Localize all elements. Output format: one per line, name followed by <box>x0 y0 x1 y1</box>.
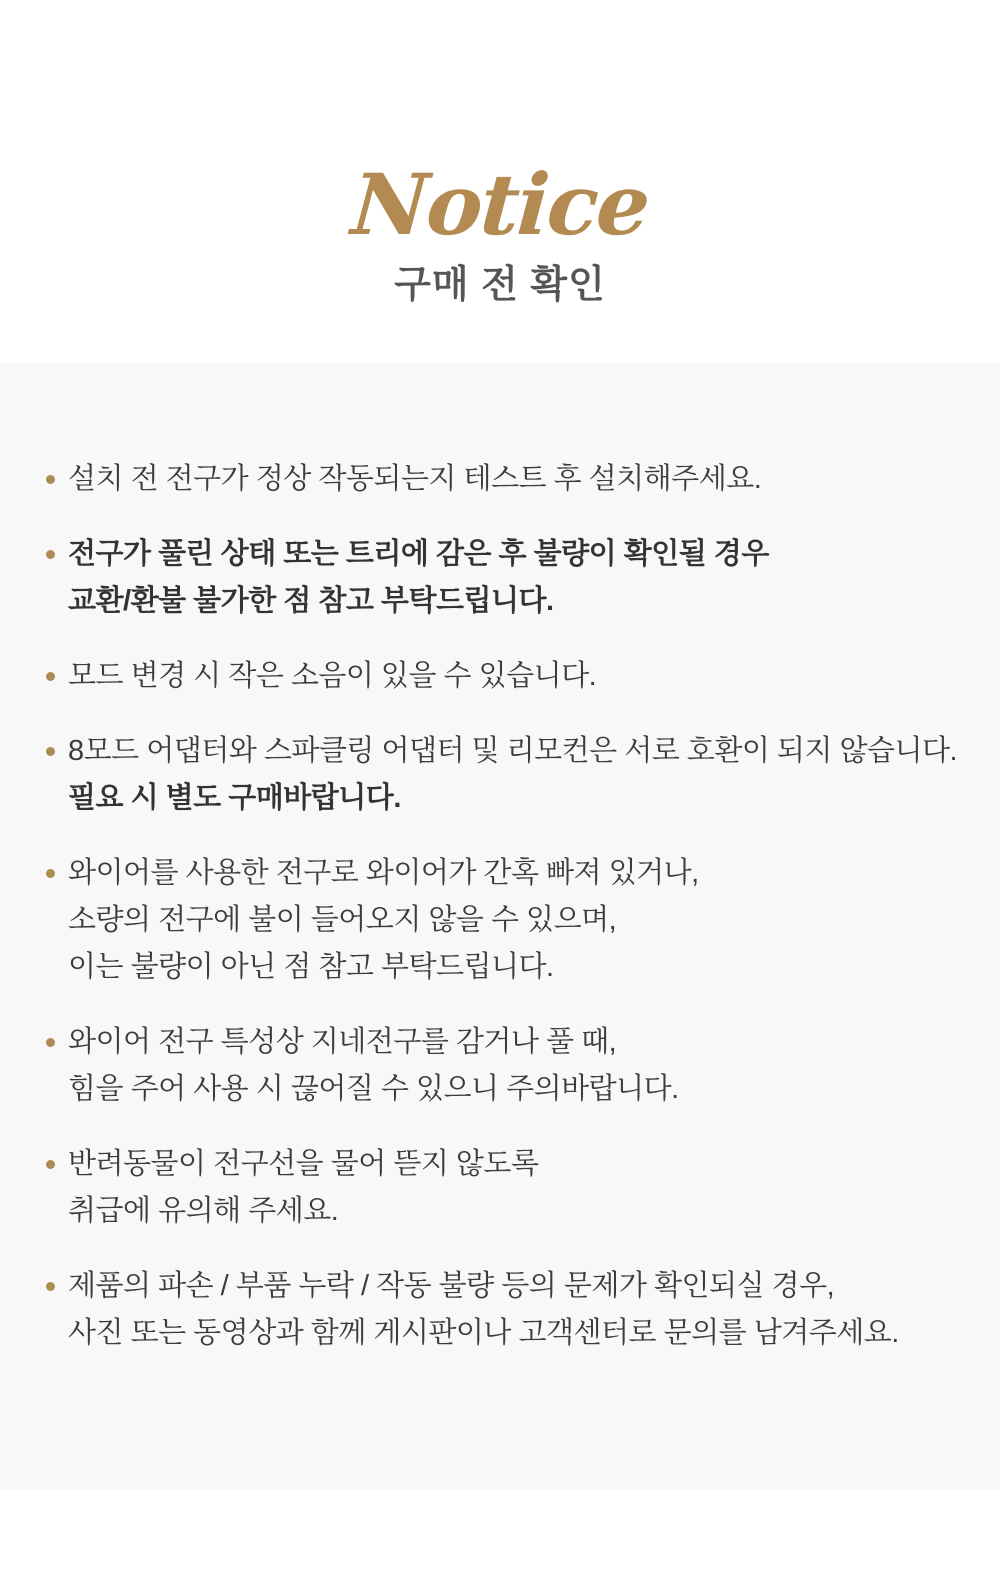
notice-item <box>46 1263 960 1357</box>
notice-subtitle: 구매 전 확인 <box>394 264 606 306</box>
notice-line: 교환/환불 불가한 점 참고 부탁드립니다. <box>68 585 554 617</box>
bullet-dot-icon <box>46 869 55 878</box>
notice-list <box>46 456 960 1357</box>
notice-item <box>46 1141 960 1235</box>
bullet-dot-icon <box>46 1160 55 1169</box>
bullet-dot-icon <box>46 1282 55 1291</box>
notice-line: 와이어를 사용한 전구로 와이어가 간혹 빠져 있거나, <box>68 857 699 889</box>
notice-line: 힘을 주어 사용 시 끊어질 수 있으니 주의바랍니다. <box>68 1073 679 1105</box>
notice-header <box>0 0 1000 363</box>
notice-item <box>46 728 960 822</box>
notice-line: 모드 변경 시 작은 소음이 있을 수 있습니다. <box>68 660 597 692</box>
bullet-dot-icon <box>46 672 55 681</box>
notice-line: 반려동물이 전구선을 물어 뜯지 않도록 <box>68 1148 539 1180</box>
notice-line: 사진 또는 동영상과 함께 게시판이나 고객센터로 문의를 남겨주세요. <box>68 1317 899 1349</box>
notice-line: 이는 불량이 아닌 점 참고 부탁드립니다. <box>68 951 554 983</box>
notice-item <box>46 1019 960 1113</box>
notice-line: 설치 전 전구가 정상 작동되는지 테스트 후 설치해주세요. <box>68 463 762 495</box>
notice-line: 필요 시 별도 구매바랍니다. <box>68 782 401 814</box>
notice-item-lines <box>68 1263 899 1357</box>
notice-item-lines <box>68 1019 679 1113</box>
notice-line: 제품의 파손 / 부품 누락 / 작동 불량 등의 문제가 확인되실 경우, <box>68 1270 835 1302</box>
notice-line: 와이어 전구 특성상 지네전구를 감거나 풀 때, <box>68 1026 617 1058</box>
notice-item <box>46 653 960 700</box>
notice-item-lines <box>68 1141 538 1235</box>
notice-line: 전구가 풀린 상태 또는 트리에 감은 후 불량이 확인될 경우 <box>68 538 769 570</box>
bullet-dot-icon <box>46 747 55 756</box>
notice-line: 소량의 전구에 불이 들어오지 않을 수 있으며, <box>68 904 617 936</box>
notice-item <box>46 531 960 625</box>
bullet-dot-icon <box>46 1038 55 1047</box>
notice-item <box>46 456 960 503</box>
notice-item-lines <box>68 456 761 503</box>
notice-item-lines <box>68 728 957 822</box>
notice-line: 취급에 유의해 주세요. <box>68 1195 339 1227</box>
notice-item-lines <box>68 653 596 700</box>
notice-panel <box>0 363 1000 1490</box>
notice-item-lines <box>68 531 769 625</box>
notice-line: 8모드 어댑터와 스파클링 어댑터 및 리모컨은 서로 호환이 되지 않습니다. <box>68 735 958 767</box>
bullet-dot-icon <box>46 475 55 484</box>
bullet-dot-icon <box>46 550 55 559</box>
notice-item <box>46 850 960 991</box>
notice-item-lines <box>68 850 699 991</box>
notice-script-title: Notice <box>348 155 652 254</box>
